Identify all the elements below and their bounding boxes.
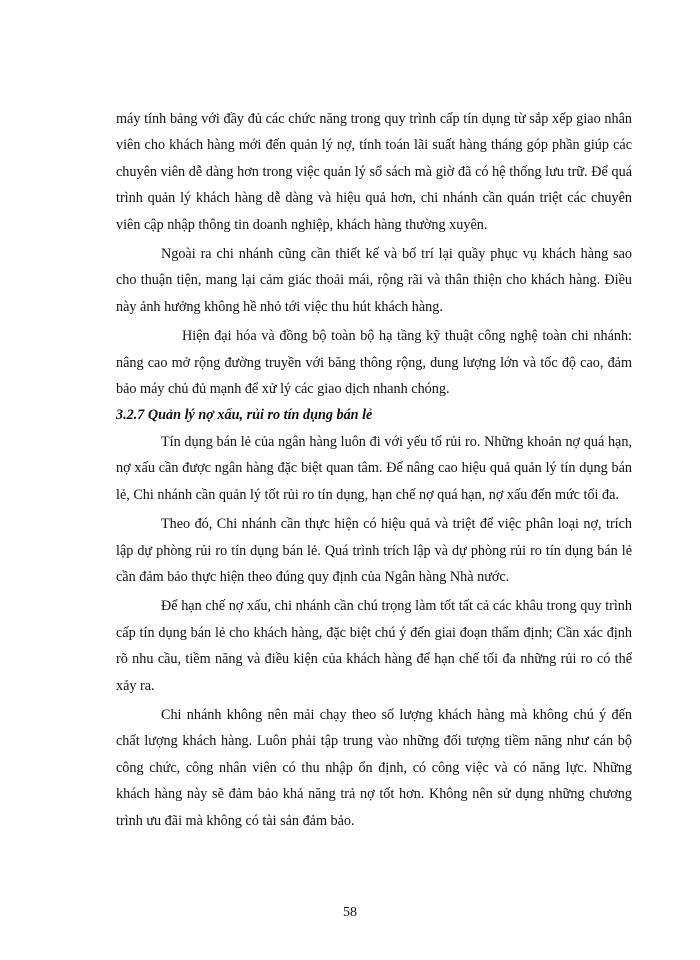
paragraph-debt-classification: Theo đó, Chi nhánh cần thực hiện có hiệu quả và triệt để việc phân loại nợ, trích lập dự phòng rủi ro tín dụng bán lẻ. Quá trình trích lập và dự phòng rủi ro tín dụng bán lẻ cần đảm bảo thực hiện theo đúng quy định của Ngân hàng Nhà nước. <box>116 516 632 585</box>
paragraph-limit-bad-debt: Để hạn chế nợ xấu, chi nhánh cần chú trọng làm tốt tất cả các khâu trong quy trình cấp tín dụng bán lẻ cho khách hàng, đặc biệt chú ý đến giai đoạn thẩm định; Cần xác định rõ nhu cầu, tiềm năng và điều kiện của khách hàng để hạn chế tối đa những rủi ro có thể xảy ra. <box>116 598 632 694</box>
paragraph-customer-quality: Chi nhánh không nên mải chạy theo số lượng khách hàng mà không chú ý đến chất lượng khách hàng. Luôn phải tập trung vào những đối tượng tiềm năng như cán bộ công chức, công nhân viên có thu nhập ổn định, có công việc và có năng lực. Những khách hàng này sẽ đảm bảo khả năng trả nợ tốt hơn. Không nên sử dụng những chương trình ưu đãi mà không có tài sản đảm bảo. <box>116 706 632 829</box>
paragraph-retail-credit-risk: Tín dụng bán lẻ của ngân hàng luôn đi với yếu tố rủi ro. Những khoản nợ quá hạn, nợ xấu cần được ngân hàng đặc biệt quan tâm. Để nâng cao hiệu quả quản lý tín dụng bán lẻ, Chi nhánh cần quản lý tốt rủi ro tín dụng, hạn chế nợ quá hạn, nợ xấu đến mức tối đa. <box>116 433 632 503</box>
section-heading: 3.2.7 Quản lý nợ xấu, rủi ro tín dụng bán lẻ <box>116 407 373 424</box>
paragraph-modernization: Hiện đại hóa và đồng bộ toàn bộ hạ tầng kỹ thuật công nghệ toàn chi nhánh: nâng cao mở rộng đường truyền với băng thông rộng, dung lượng lớn và tốc độ cao, đảm bảo máy chủ đủ mạnh để xử lý các giao dịch nhanh chóng. <box>116 328 632 398</box>
page-content <box>116 106 632 834</box>
paragraph-counter-layout: Ngoài ra chi nhánh cũng cần thiết kế và bố trí lại quầy phục vụ khách hàng sao cho thuận tiện, mang lại cảm giác thoải mái, rộng rãi và thân thiện cho khách hàng. Điều này ảnh hưởng không hề nhỏ tới việc thu hút khách hàng. <box>116 246 632 315</box>
page-number: 58 <box>343 905 357 920</box>
paragraph-continued: máy tính bảng với đầy đủ các chức năng trong quy trình cấp tín dụng từ sắp xếp giao nhân viên cho khách hàng mới đến quản lý nợ, tính toán lãi suất hàng tháng góp phần giúp các chuyên viên dễ dàng hơn trong việc quản lý sổ sách mà giờ đã có hệ thống lưu trữ. Để quá trình quản lý khách hàng dễ dàng và hiệu quả hơn, chi nhánh cần quán triệt các chuyên viên cập nhập thông tin doanh nghiệp, khách hàng thường xuyên. <box>116 111 632 233</box>
